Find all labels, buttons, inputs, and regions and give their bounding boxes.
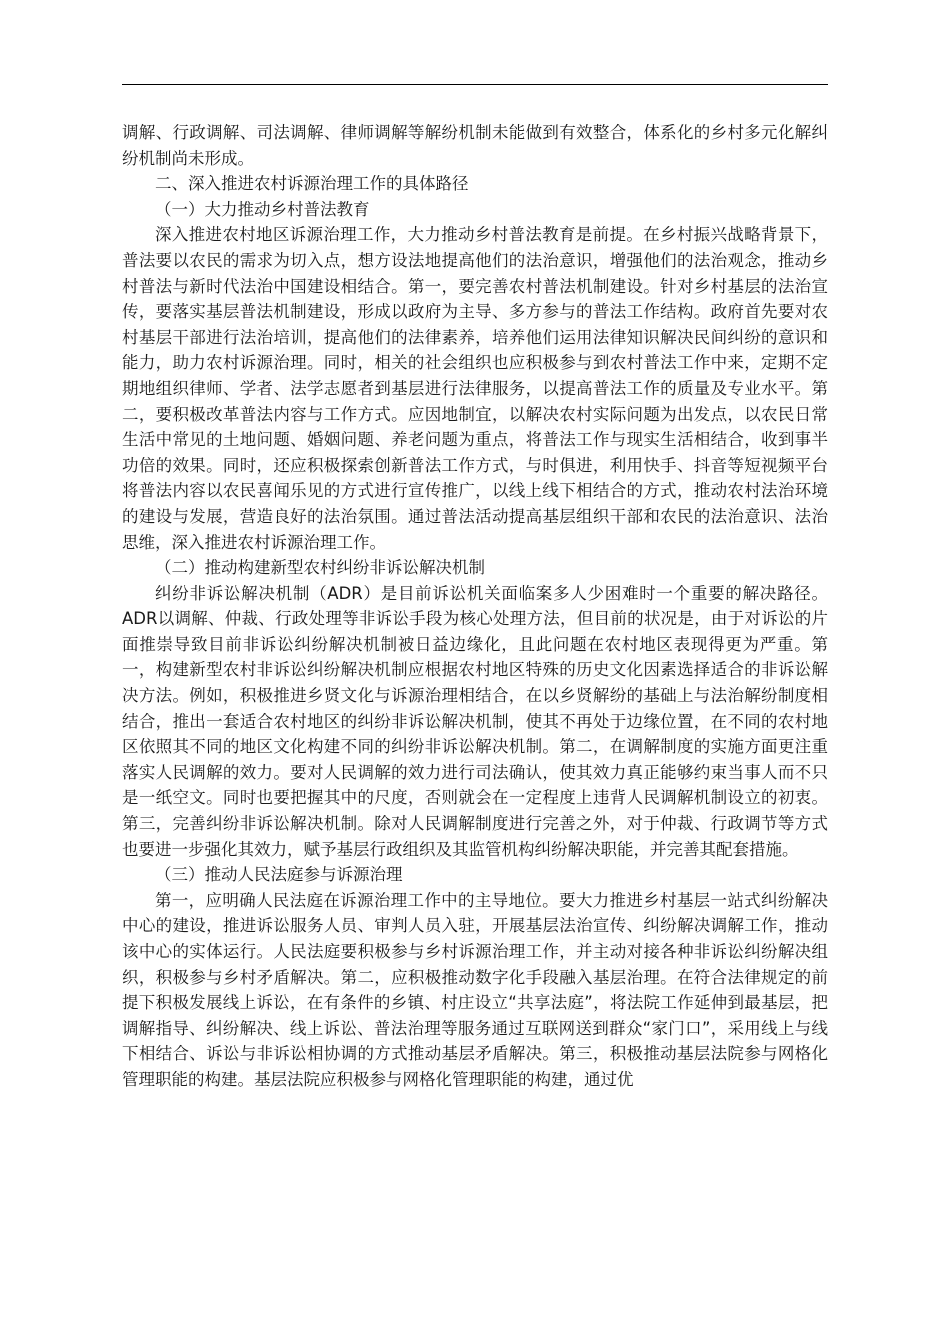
paragraph-2: 纠纷非诉讼解决机制（ADR）是目前诉讼机关面临案多人少困难时一个重要的解决路径。ADR以调解、仲裁、行政处理等非诉讼手段为核心处理方法，但目前的状况是，由于对诉讼的片面推崇导致目前非诉讼纠纷解决机制被日益边缘化，且此问题在农村地区表现得更为严重。第一，构建新型农村非诉讼纠纷解决机制应根据农村地区特殊的历史文化因素选择适合的非诉讼解决方法。例如，积极推进乡贤文化与诉源治理相结合，在以乡贤解纷的基础上与法治解纷制度相结合，推出一套适合农村地区的纠纷非诉讼解决机制，使其不再处于边缘位置，在不同的农村地区依照其不同的地区文化构建不同的纠纷非诉讼解决机制。第二，在调解制度的实施方面更注重落实人民调解的效力。要对人民调解的效力进行司法确认，使其效力真正能够约束当事人而不只是一纸空文。同时也要把握其中的尺度，否则就会在一定程度上违背人民调解机制设立的初衷。第三，完善纠纷非诉讼解决机制。除对人民调解制度进行完善之外，对于仲裁、行政调节等方式也要进一步强化其效力，赋予基层行政组织及其监管机构纠纷解决职能，并完善其配套措施。 bbox=[122, 583, 828, 859]
section-heading: 二、深入推进农村诉源治理工作的具体路径 bbox=[155, 174, 469, 194]
header-rule bbox=[122, 84, 828, 85]
paragraph-1: 深入推进农村地区诉源治理工作，大力推动乡村普法教育是前提。在乡村振兴战略背景下，普法要以农民的需求为切入点，想方设法地提高他们的法治意识，增强他们的法治观念，推动乡村普法与新时代法治中国建设相结合。第一，要完善农村普法机制建设。针对乡村基层的法治宣传，要落实基层普法机制建设，形成以政府为主导、多方参与的普法工作结构。政府首先要对农村基层干部进行法治培训，提高他们的法律素养，培养他们运用法律知识解决民间纠纷的意识和能力，助力农村诉源治理。同时，相关的社会组织也应积极参与到农村普法工作中来，定期不定期地组织律师、学者、法学志愿者到基层进行法律服务，以提高普法工作的质量及专业水平。第二，要积极改革普法内容与工作方式。应因地制宜，以解决农村实际问题为出发点，以农民日常生活中常见的土地问题、婚姻问题、养老问题为重点，将普法工作与现实生活相结合，收到事半功倍的效果。同时，还应积极探索创新普法工作方式，与时俱进，利用快手、抖音等短视频平台将普法内容以农民喜闻乐见的方式进行宣传推广，以线上线下相结合的方式，推动农村法治环境的建设与发展，营造良好的法治氛围。通过普法活动提高基层组织干部和农民的法治意识、法治思维，深入推进农村诉源治理工作。 bbox=[122, 225, 828, 552]
paragraph-3: 第一，应明确人民法庭在诉源治理工作中的主导地位。要大力推进乡村基层一站式纠纷解决中心的建设，推进诉讼服务人员、审判人员入驻，开展基层法治宣传、纠纷解决调解工作，推动该中心的实体运行。人民法庭要积极参与乡村诉源治理工作，并主动对接各种非诉讼纠纷解决组织，积极参与乡村矛盾解决。第二，应积极推动数字化手段融入基层治理。在符合法律规定的前提下积极发展线上诉讼，在有条件的乡镇、村庄设立“共享法庭”，将法院工作延伸到最基层，把调解指导、纠纷解决、线上诉讼、普法治理等服务通过互联网送到群众“家门口”，采用线上与线下相结合、诉讼与非诉讼相协调的方式推动基层矛盾解决。第三，积极推动基层法院参与网格化管理职能的构建。基层法院应积极参与网格化管理职能的构建，通过优 bbox=[122, 890, 828, 1089]
paragraph-continuation: 调解、行政调解、司法调解、律师调解等解纷机制未能做到有效整合，体系化的乡村多元化解纠纷机制尚未形成。 bbox=[122, 123, 828, 168]
subheading-1: （一）大力推动乡村普法教育 bbox=[155, 199, 370, 219]
subheading-3: （三）推动人民法庭参与诉源治理 bbox=[155, 865, 403, 885]
subheading-2: （二）推动构建新型农村纠纷非诉讼解决机制 bbox=[155, 558, 485, 578]
document-body bbox=[122, 120, 828, 1093]
